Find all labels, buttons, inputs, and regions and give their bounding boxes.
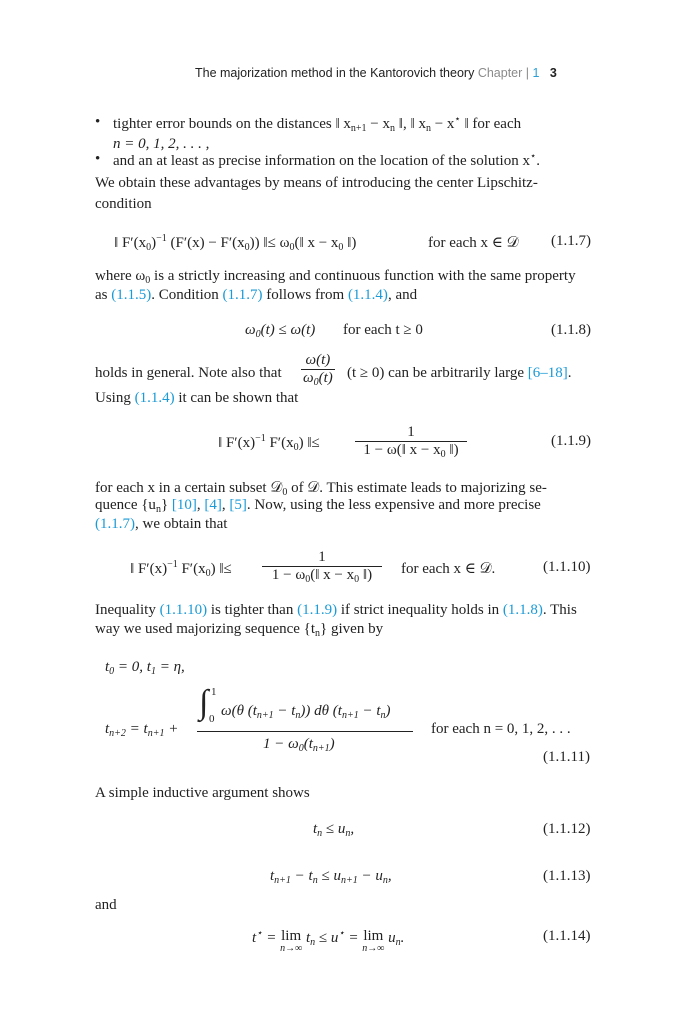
paragraph-4-line-3: (1.1.7), we obtain that	[95, 516, 228, 532]
ref-1-1-8[interactable]: (1.1.8)	[502, 602, 543, 618]
header-chapter-label: Chapter	[477, 66, 523, 80]
equation-1-1-10-fraction: $\frac{1}{1 - \omega_0(‖ x - x_0 ‖)}$	[262, 549, 382, 585]
equation-1-1-8-condition: for each t ≥ 0	[343, 322, 423, 338]
bullet-2: and an at least as precise information on the location of the solution x⋆.	[113, 151, 540, 169]
ratio-numerator: ω(t)	[301, 352, 335, 370]
equation-number-1-1-7: (1.1.7)	[551, 233, 591, 249]
ref-1-1-7[interactable]: (1.1.7)	[222, 287, 263, 303]
equation-1-1-10-lhs: ‖ $F'(x)^{-1}$ $F'(x_0)$ ‖≤	[130, 559, 232, 579]
ref-1-1-9[interactable]: (1.1.9)	[297, 602, 338, 618]
paragraph-1-line-1: We obtain these advantages by means of introducing the center Lipschitz-	[95, 175, 538, 191]
paragraph-2-line-2: as (1.1.5). Condition (1.1.7) follows from (1.1.4), and	[95, 287, 418, 303]
equation-number-1-1-8: (1.1.8)	[551, 322, 591, 338]
ref-1-1-4[interactable]: (1.1.4)	[347, 287, 388, 303]
bullet-1-line-1: tighter error bounds on the distances ‖ $x_{n+1} - x_n$ ‖, ‖ $x_n - x^⋆$ ‖ for each	[113, 114, 522, 134]
equation-1-1-7: ‖ $F'(x_0)^{-1}$ $(F'(x) - F'(x_0))$ ‖≤ $\omega_0(‖$ $x - x_0$ ‖)	[114, 233, 357, 253]
paragraph-1-line-2: condition	[95, 196, 152, 212]
paragraph-4-line-2: quence $\{u_n\}$ [10], [4], [5]. Now, using the less expensive and more precise	[95, 497, 541, 515]
ref-10[interactable]: [10]	[171, 497, 197, 513]
running-header	[195, 66, 557, 80]
bullet-marker-2: •	[95, 151, 101, 167]
ref-1-1-5[interactable]: (1.1.5)	[111, 287, 152, 303]
ref-1-1-4-b[interactable]: (1.1.4)	[134, 390, 175, 406]
paragraph-6: A simple inductive argument shows	[95, 785, 310, 801]
equation-1-1-10-condition: for each x ∈ 𝒟.	[401, 561, 496, 577]
equation-1-1-11-fraction-bar	[197, 731, 413, 732]
equation-1-1-9-lhs: ‖ $F'(x)^{-1}$ $F'(x_0)$ ‖≤	[218, 433, 320, 453]
ref-5[interactable]: [5]	[229, 497, 247, 513]
paragraph-2-line-1: where $\omega_0$ is a strictly increasing and continuous function with the same property	[95, 268, 576, 286]
equation-1-1-11-denominator: $1 - \omega_0(t_{n+1})$	[263, 736, 335, 754]
bullet-marker-1: •	[95, 114, 101, 130]
paragraph-5-line-1: Inequality (1.1.10) is tighter than (1.1.9) if strict inequality holds in (1.1.8). This	[95, 602, 577, 618]
paragraph-3-line-1-end: (t ≥ 0) can be arbitrarily large [6–18].	[347, 365, 572, 381]
equation-1-1-11-numerator: ω(θ $(t_{n+1} - t_n)$) dθ $(t_{n+1} - t_n)$	[221, 703, 391, 721]
integral-upper-limit: 1	[211, 686, 217, 698]
integral-lower-limit: 0	[209, 713, 215, 725]
equation-number-1-1-14: (1.1.14)	[543, 928, 591, 944]
equation-1-1-12: $t_n \le u_n$,	[313, 821, 355, 839]
paragraph-5-line-2: way we used majorizing sequence $\{t_n\}$ given by	[95, 621, 384, 639]
equation-number-1-1-11: (1.1.11)	[543, 749, 590, 765]
equation-1-1-11-lhs: $t_{n+2} = t_{n+1}$ +	[105, 721, 179, 739]
equation-1-1-9-fraction: $\frac{1}{1 - \omega(‖ x - x_0 ‖)}$	[355, 424, 467, 460]
equation-1-1-14: t⋆ = lim $^{n\to\infty}$ $t_n \le u^⋆ = \lim$ $^{n\to\infty}$ $u_n$.	[252, 928, 405, 954]
ref-4[interactable]: [4]	[204, 497, 222, 513]
equation-1-1-11-condition: for each n = 0, 1, 2, . . .	[431, 721, 571, 737]
ratio-denominator: $\omega_0(t)$	[303, 370, 333, 388]
equation-number-1-1-10: (1.1.10)	[543, 559, 591, 575]
equation-1-1-7-condition: for each x ∈ 𝒟	[428, 235, 519, 251]
equation-number-1-1-12: (1.1.12)	[543, 821, 591, 837]
header-chapter-number: 1	[532, 66, 540, 80]
header-title: The majorization method in the Kantorovich theory	[195, 66, 475, 80]
equation-1-1-11-initial: $t_0 = 0$, $t_1 = \eta$,	[105, 659, 185, 677]
equation-number-1-1-9: (1.1.9)	[551, 433, 591, 449]
integral-sign: ∫	[199, 684, 209, 721]
connector-and: and	[95, 897, 117, 913]
ratio-fraction	[301, 352, 335, 388]
equation-1-1-13: $t_{n+1} - t_n \le u_{n+1} - u_n$,	[270, 868, 392, 886]
ref-1-1-7-b[interactable]: (1.1.7)	[95, 516, 135, 532]
page-number: 3	[549, 66, 557, 80]
paragraph-4-line-1: for each x in a certain subset 𝒟$_0$ of 𝒟. This estimate leads to majorizing se-	[95, 480, 547, 498]
ref-6-18[interactable]: [6–18]	[527, 365, 568, 381]
header-separator: |	[525, 66, 530, 80]
bullet-1-line-2: n = 0, 1, 2, . . . ,	[113, 136, 210, 152]
paragraph-3-line-1-start: holds in general. Note also that	[95, 365, 282, 381]
paragraph-3-line-2: Using (1.1.4) it can be shown that	[95, 390, 299, 406]
equation-1-1-8: $\omega_0(t) \le \omega(t)$	[245, 322, 316, 340]
ref-1-1-10[interactable]: (1.1.10)	[159, 602, 208, 618]
equation-number-1-1-13: (1.1.13)	[543, 868, 591, 884]
